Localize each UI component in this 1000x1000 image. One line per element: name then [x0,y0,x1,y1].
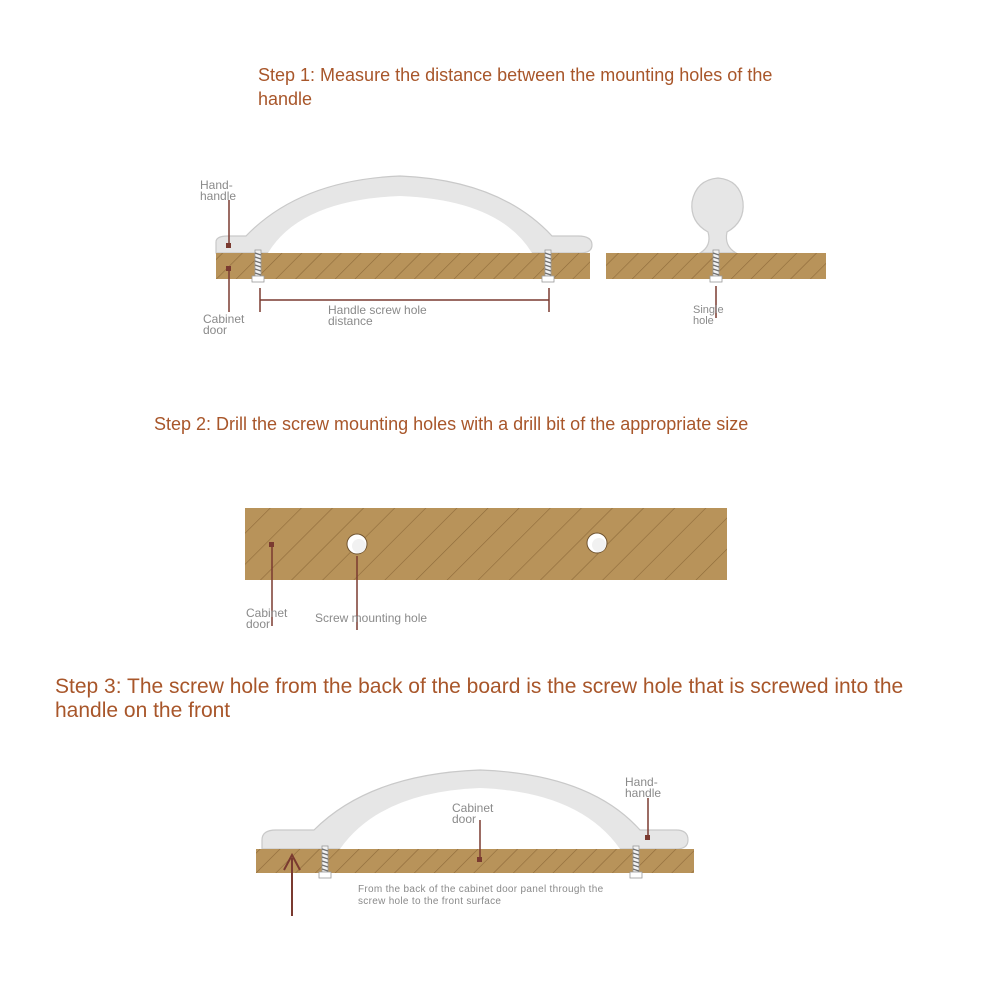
step3-title: Step 3: The screw hole from the back of the board is the screw hole that is screwed into the handle on the front [55,675,904,722]
drill-hole-icon [587,533,607,553]
step2-title: Step 2: Drill the screw mounting holes with a drill bit of the appropriate size [154,414,749,434]
label-hand-handle: Hand- handle [625,775,662,800]
label-cabinet-door: Cabinet door [452,801,494,826]
label-cabinet-door: Cabinet door [203,312,245,337]
cabinet-door-board [245,508,727,580]
step1-diagram [216,176,826,318]
drill-hole-icon [347,534,367,554]
label-screw-distance: Handle screw hole distance [328,303,427,328]
arch-handle-icon [216,176,592,253]
knob-handle-icon [692,178,743,253]
label-screw-mounting-hole: Screw mounting hole [315,611,428,625]
label-cabinet-door: Cabinet door [246,606,288,631]
label-single-hole: Single hole [693,304,724,327]
up-arrow-icon [284,855,300,916]
label-hand-handle: Hand- handle [200,178,237,203]
label-instruction: From the back of the cabinet door panel through the screw hole to the front surface [358,884,604,907]
cabinet-door-board [216,253,590,279]
step1-title: Step 1: Measure the distance between the mounting holes of the handle [258,65,773,109]
